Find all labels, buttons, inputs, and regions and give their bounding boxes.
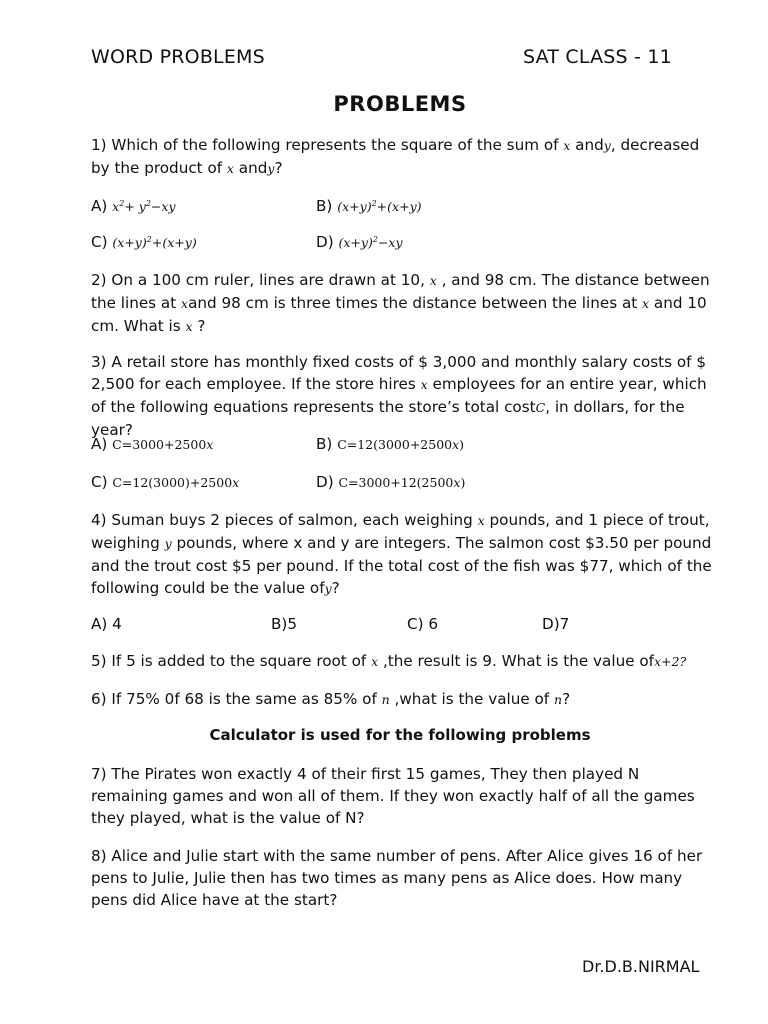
q1-option-a-expr: $x^2+ y^2-xy$ [112, 198, 176, 214]
q4-option-b: B)5 [271, 615, 298, 633]
q4-option-c: C) 6 [407, 615, 439, 633]
page-title: PROBLEMS [333, 92, 467, 116]
question-1: 1) Which of the following represents the square of the sum of x andy, decreased by the product of x andy? [91, 136, 700, 177]
q1-option-b-expr: $(x+y)^2+(x+y)$ [337, 198, 422, 214]
q3-option-c: C) C=12(3000)+2500x [91, 473, 240, 491]
question-5: 5) If 5 is added to the square root of x ,the result is 9. What is the value ofx+2? [91, 652, 687, 670]
question-3: 3) A retail store has monthly fixed costs of $ 3,000 and monthly salary costs of $ 2,500 for each employee. If the store hires x employees for an entire year, which of the following equations represents the store’s total costC, in dollars, for the year? [91, 353, 707, 439]
q1-option-b: B) $(x+y)^2+(x+y)$ [316, 197, 422, 215]
q1-option-c: C) $(x+y)^2+(x+y)$ [91, 233, 197, 251]
header-right: SAT CLASS - 11 [523, 46, 672, 68]
q4-option-d: D)7 [542, 615, 570, 633]
q3-option-a: A) C=3000+2500x [91, 435, 214, 453]
author-signature: Dr.D.B.NIRMAL [582, 957, 700, 976]
question-8: 8) Alice and Julie start with the same number of pens. After Alice gives 16 of her pens to Julie, Julie then has two times as many pens as Alice does. How many pens did Alice have at the start? [91, 847, 703, 909]
q1-option-d: D) $(x+y)^2-xy$ [316, 233, 403, 251]
q3-option-b: B) C=12(3000+2500x) [316, 435, 465, 453]
question-4: 4) Suman buys 2 pieces of salmon, each weighing x pounds, and 1 piece of trout, weighing y pounds, where x and y are integers. The salmon cost $3.50 per pound and the trout cost $5 per pound. If the total cost of the fish was $77, which of the following could be the value ofy? [91, 511, 712, 597]
q4-option-a: A) 4 [91, 615, 122, 633]
question-7: 7) The Pirates won exactly 4 of their first 15 games, They then played N remaining games and won all of them. If they won exactly half of all the games they played, what is the value of N? [91, 765, 695, 827]
q1-option-d-expr: $(x+y)^2-xy$ [338, 234, 403, 250]
q1-option-a: A) $x^2+ y^2-xy$ [91, 197, 176, 215]
question-6: 6) If 75% 0f 68 is the same as 85% of n ,what is the value of n? [91, 690, 571, 708]
question-2: 2) On a 100 cm ruler, lines are drawn at 10, x , and 98 cm. The distance between the lines at xand 98 cm is three times the distance between the lines at x and 10 cm. What is x ? [91, 271, 710, 335]
q1-option-c-expr: $(x+y)^2+(x+y)$ [112, 234, 197, 250]
q3-option-d: D) C=3000+12(2500x) [316, 473, 466, 491]
calculator-note: Calculator is used for the following problems [209, 726, 591, 744]
header-left: WORD PROBLEMS [91, 46, 265, 68]
